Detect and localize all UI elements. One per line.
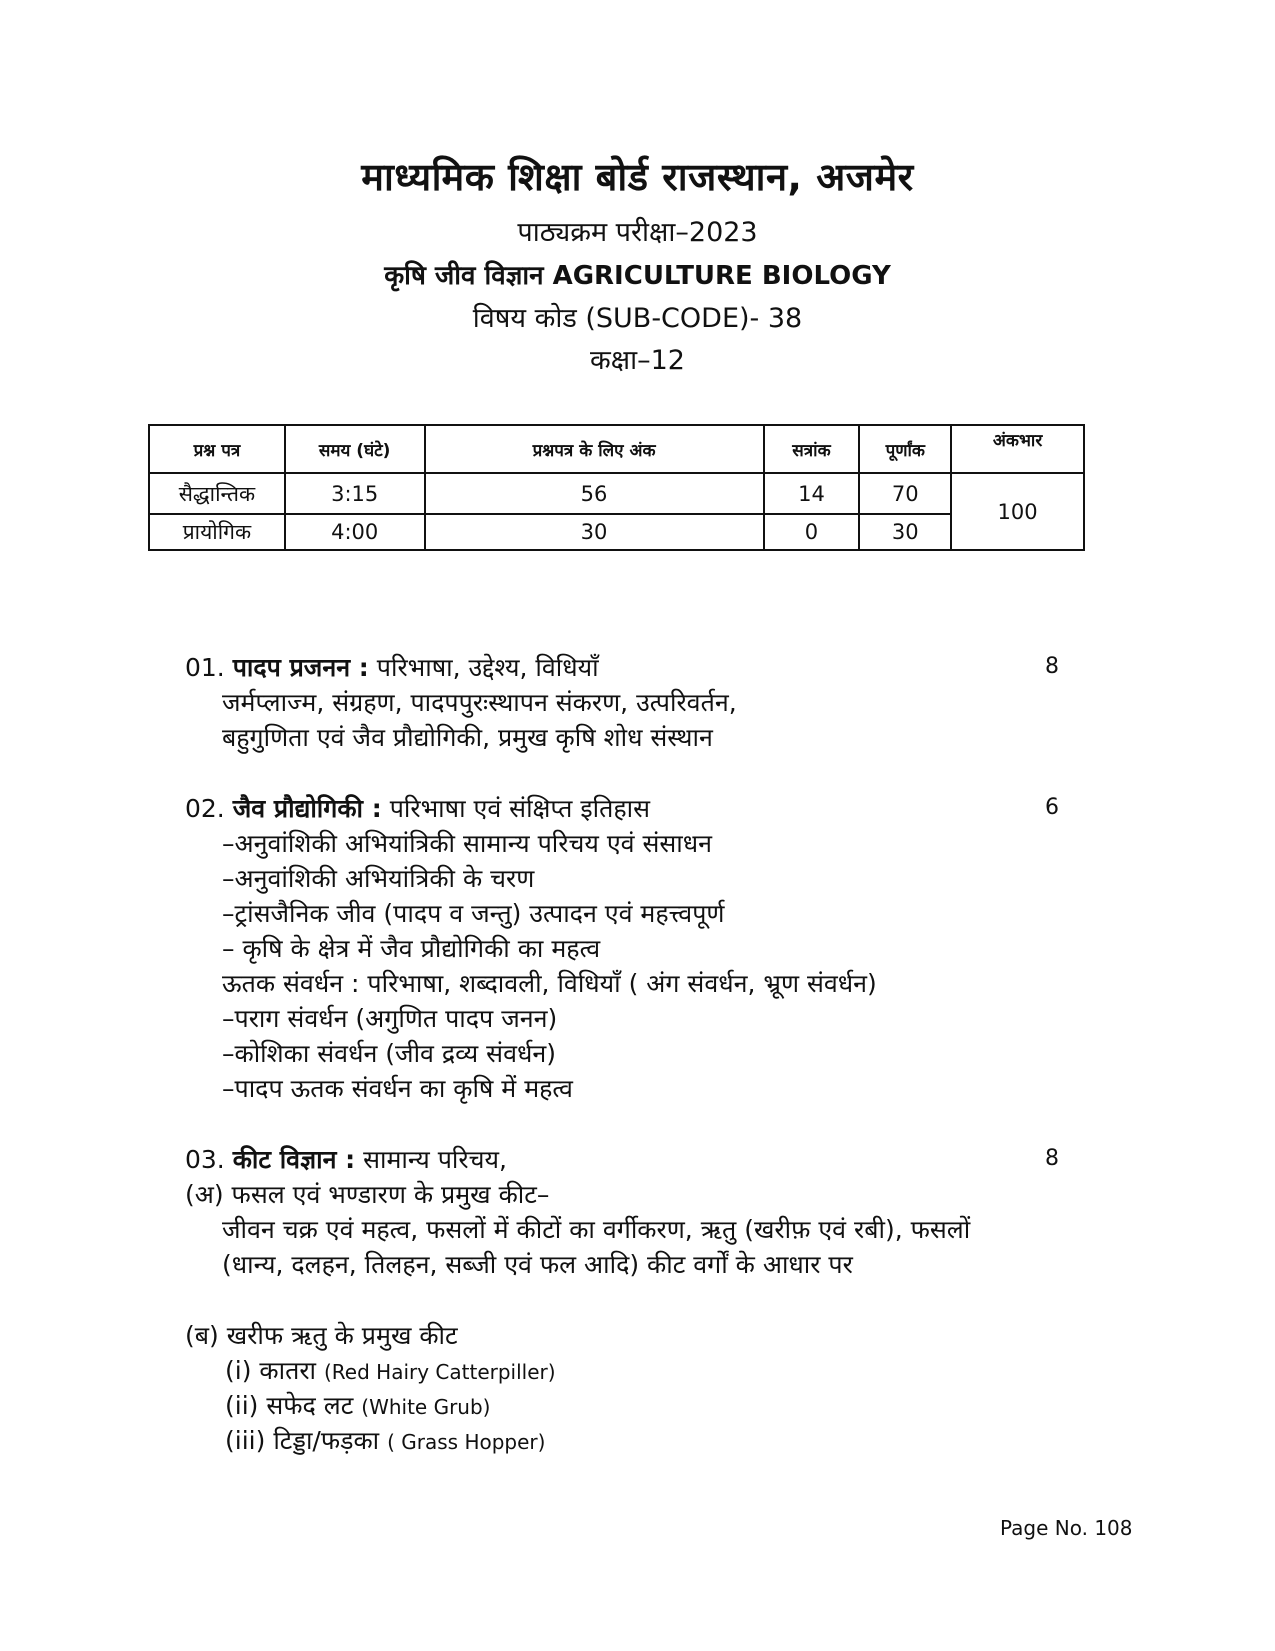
table-row <box>149 473 1084 514</box>
pest-hindi: टिड्डा/फड़का <box>273 1426 380 1455</box>
table-cell: 30 <box>425 514 764 550</box>
pest-item <box>225 1423 545 1457</box>
table-cell: 3:15 <box>285 473 425 514</box>
unit-03-heading <box>185 1142 507 1176</box>
table-cell: 4:00 <box>285 514 425 550</box>
unit-title: कीट विज्ञान : <box>232 1145 356 1174</box>
unit-marks: 8 <box>1045 654 1059 679</box>
marks-table <box>148 424 1085 551</box>
pest-english: (White Grub) <box>361 1395 491 1419</box>
pest-english: (Red Hairy Catterpiller) <box>324 1360 556 1384</box>
pest-item <box>225 1388 490 1422</box>
table-header: प्रश्नपत्र के लिए अंक <box>425 425 764 473</box>
unit-line: जीवन चक्र एवं महत्व, फसलों में कीटों का वर्गीकरण, ऋतु (खरीफ़ एवं रबी), फसलों <box>222 1215 971 1244</box>
sub-section-b: (ब) खरीफ ऋतु के प्रमुख कीट <box>185 1321 458 1350</box>
table-header-row <box>149 425 1084 473</box>
table-row <box>149 514 1084 550</box>
pest-hindi: कातरा <box>259 1356 317 1385</box>
table-cell: 70 <box>859 473 951 514</box>
exam-title: पाठ्यक्रम परीक्षा–2023 <box>517 217 758 248</box>
unit-number: 02. <box>185 794 225 823</box>
unit-marks: 6 <box>1045 795 1059 820</box>
class-title: कक्षा–12 <box>590 345 685 376</box>
table-cell: 14 <box>764 473 860 514</box>
weightage-cell: 100 <box>951 473 1084 550</box>
table-cell: 30 <box>859 514 951 550</box>
table-cell: 56 <box>425 473 764 514</box>
unit-line: जर्मप्लाज्म, संग्रहण, पादपपुरःस्थापन संकरण, उत्परिवर्तन, <box>222 688 737 717</box>
unit-line: –पादप ऊतक संवर्धन का कृषि में महत्व <box>222 1074 573 1103</box>
table-header: पूर्णांक <box>859 425 951 473</box>
pest-index: (i) <box>225 1356 252 1385</box>
board-title: माध्यमिक शिक्षा बोर्ड राजस्थान, अजमेर <box>361 155 914 199</box>
table-header: प्रश्न पत्र <box>149 425 285 473</box>
pest-item <box>225 1353 556 1387</box>
unit-title: पादप प्रजनन : <box>232 653 369 682</box>
unit-number: 01. <box>185 653 225 682</box>
pest-index: (iii) <box>225 1426 266 1455</box>
unit-line: – कृषि के क्षेत्र में जैव प्रौद्योगिकी का महत्व <box>222 934 601 963</box>
pest-index: (ii) <box>225 1391 259 1420</box>
unit-02-heading <box>185 791 650 825</box>
unit-line: –अनुवांशिकी अभियांत्रिकी सामान्य परिचय एवं संसाधन <box>222 829 713 858</box>
table-header: अंकभार <box>951 425 1084 473</box>
page-number: Page No. 108 <box>1000 1516 1133 1540</box>
table-header: समय (घंटे) <box>285 425 425 473</box>
table-cell: 0 <box>764 514 860 550</box>
pest-english: ( Grass Hopper) <box>387 1430 546 1454</box>
table-header: सत्रांक <box>764 425 860 473</box>
unit-line: –कोशिका संवर्धन (जीव द्रव्य संवर्धन) <box>222 1039 556 1068</box>
unit-marks: 8 <box>1045 1146 1059 1171</box>
subject-code: विषय कोड (SUB-CODE)- 38 <box>472 303 803 334</box>
table-cell: प्रायोगिक <box>149 514 285 550</box>
unit-head: सामान्य परिचय, <box>363 1145 507 1174</box>
unit-number: 03. <box>185 1145 225 1174</box>
unit-line: बहुगुणिता एवं जैव प्रौद्योगिकी, प्रमुख कृषि शोध संस्थान <box>222 723 713 752</box>
unit-head: परिभाषा, उद्देश्य, विधियाँ <box>376 653 599 682</box>
unit-01-heading <box>185 650 599 684</box>
unit-line: ऊतक संवर्धन : परिभाषा, शब्दावली, विधियाँ ( अंग संवर्धन, भ्रूण संवर्धन) <box>222 969 877 998</box>
subject-title: कृषि जीव विज्ञान AGRICULTURE BIOLOGY <box>384 261 891 291</box>
unit-title: जैव प्रौद्योगिकी : <box>232 794 382 823</box>
sub-section-a: (अ) फसल एवं भण्डारण के प्रमुख कीट– <box>185 1180 550 1209</box>
unit-line: –पराग संवर्धन (अगुणित पादप जनन) <box>222 1004 558 1033</box>
unit-line: –ट्रांसजैनिक जीव (पादप व जन्तु) उत्पादन एवं महत्त्वपूर्ण <box>222 899 725 928</box>
unit-line: (धान्य, दलहन, तिलहन, सब्जी एवं फल आदि) कीट वर्गों के आधार पर <box>222 1250 853 1279</box>
unit-head: परिभाषा एवं संक्षिप्त इतिहास <box>389 794 651 823</box>
table-cell: सैद्धान्तिक <box>149 473 285 514</box>
pest-hindi: सफेद लट <box>266 1391 354 1420</box>
unit-line: –अनुवांशिकी अभियांत्रिकी के चरण <box>222 864 535 893</box>
